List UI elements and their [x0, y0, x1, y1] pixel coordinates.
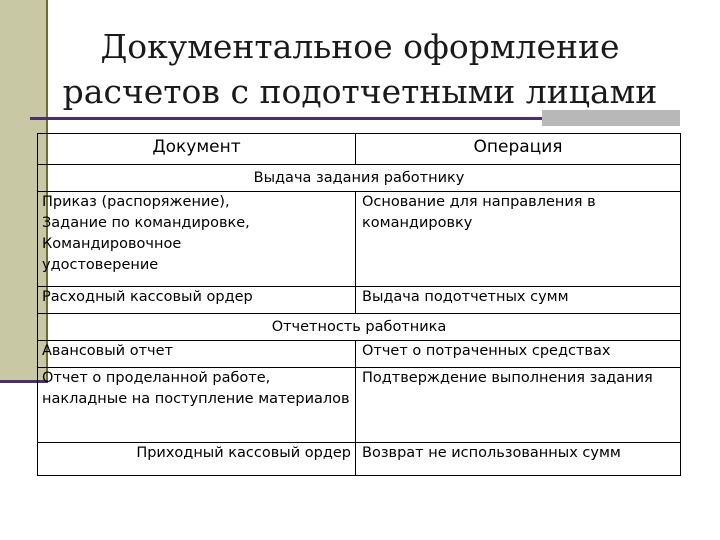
- documents-table: [37, 133, 681, 476]
- cell-operation: Подтверждение выполнения задания: [356, 368, 681, 443]
- cell-document: Расходный кассовый ордер: [38, 287, 356, 314]
- document-line: Командировочное: [42, 236, 182, 252]
- cell-document: Отчет о проделанной работе, накладные на поступление материалов: [38, 368, 356, 443]
- table-row: [38, 368, 681, 443]
- header-document: Документ: [38, 134, 356, 165]
- title-line-2: расчетов с подотчетными лицами: [62, 72, 658, 111]
- table-row: [38, 443, 681, 476]
- table-row: [38, 341, 681, 368]
- table-row: [38, 192, 681, 287]
- section-reporting: Отчетность работника: [38, 314, 681, 341]
- cell-operation: Основание для направления в командировку: [356, 192, 681, 287]
- section-row: [38, 314, 681, 341]
- cell-operation: Отчет о потраченных средствах: [356, 341, 681, 368]
- cell-operation: Возврат не использованных сумм: [356, 443, 681, 476]
- table-row: [38, 287, 681, 314]
- section-issue-task: Выдача задания работнику: [38, 165, 681, 192]
- slide-title: [60, 24, 660, 114]
- section-row: [38, 165, 681, 192]
- cell-document: Авансовый отчет: [38, 341, 356, 368]
- document-line: Приказ (распоряжение),: [42, 194, 230, 210]
- title-line-1: Документальное оформление: [100, 27, 620, 66]
- cell-document: [38, 192, 356, 287]
- document-line: удостоверение: [42, 257, 159, 273]
- cell-document: Приходный кассовый ордер: [38, 443, 356, 476]
- document-line: Задание по командировке,: [42, 215, 250, 231]
- table-header-row: [38, 134, 681, 165]
- cell-operation: Выдача подотчетных сумм: [356, 287, 681, 314]
- header-operation: Операция: [356, 134, 681, 165]
- title-underline: [30, 117, 542, 120]
